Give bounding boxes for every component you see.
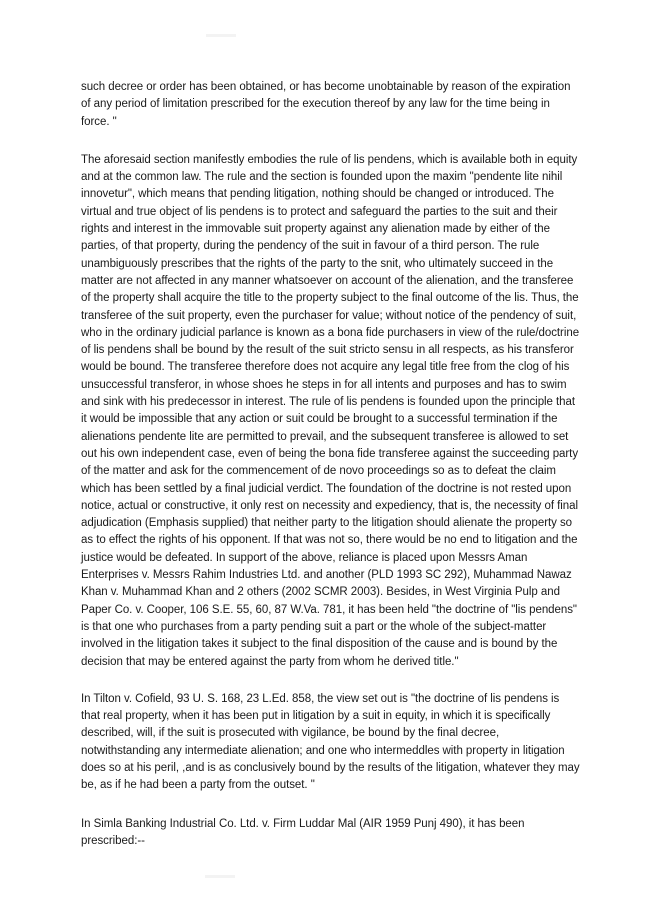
paragraph-simla-banking: In Simla Banking Industrial Co. Ltd. v. Firm Luddar Mal (AIR 1959 Punj 490), it has been prescribed:-- [81, 817, 525, 847]
scan-artifact [206, 34, 236, 37]
paragraph-lis-pendens: The aforesaid section manifestly embodies the rule of lis pendens, which is available both in equity and at the common law. The rule and the section is founded upon the maxim "pendente lite nihil innovetur", which means that pending litigation, nothing should be changed or introduced. The virtual and true object of lis pendens is to protect and safeguard the parties to the suit and their rights and interest in the immovable suit property against any alienation made by either of the parties, of that property, during the pendency of the suit in favour of a third person. The rule unambiguously prescribes that the rights of the party to the snit, who ultimately succeed in the matter are not affected in any manner whatsoever on account of the alienation, and the transferee of the property shall acquire the title to the property subject to the final outcome of the lis. Thus, the transferee of the suit property, even the purchaser for value; without notice of the pendency of suit, who in the ordinary judicial parlance is known as a bona fide purchasers in view of the rule/doctrine of lis pendens shall be bound by the result of the suit stricto sensu in all respects, as his transferor would be bound. The transferee therefore does not acquire any legal title free from the clog of his unsuccessful transferor, in whose shoes he steps in for all intents and purposes and has to swim and sink with his predecessor in interest. The rule of lis pendens is founded upon the principle that it would be impossible that any action or suit could be brought to a successful termination if the alienations pendente lite are permitted to prevail, and the subsequent transferee is allowed to set out his own independent case, even of being the bona fide transferee against the succeeding party of the matter and ask for the commencement of de novo proceedings so as to defeat the claim which has been settled by a final judicial verdict. The foundation of the doctrine is not rested upon notice, actual or constructive, it only rest on necessity and expediency, that is, the necessity of final adjudication (Emphasis supplied) that neither party to the litigation should alienate the property so as to effect the rights of his opponent. If that was not so, there would be no end to litigation and the justice would be defeated. In support of the above, reliance is placed upon Messrs Aman Enterprises v. Messrs Rahim Industries Ltd. and another (PLD 1993 SC 292), Muhammad Nawaz Khan v. Muhammad Khan and 2 others (2002 SCMR 2003). Besides, in West Virginia Pulp and Paper Co. v. Cooper, 106 S.E. 55, 60, 87 W.Va. 781, it has been held "the doctrine of "lis pendens" is that one who purchases from a party pending suit a part or the whole of the subject-matter involved in the litigation takes it subject to the final disposition of the cause and is bound by the decision that may be entered against the party from whom he derived title." [81, 153, 580, 668]
paragraph-tilton-v-cofield: In Tilton v. Cofield, 93 U. S. 168, 23 L.Ed. 858, the view set out is "the doctrine of lis pendens is that real property, when it has been put in litigation by a suit in equity, in which it is specifically described, will, if the suit is prosecuted with vigilance, be bound by the final decree, notwithstanding any intermediate alienation; and one who intermeddles with property in litigation does so at his peril, ,and is as conclusively bound by the results of the litigation, whatever they may be, as if he had been a party from the outset. " [81, 692, 580, 792]
document-body [81, 79, 581, 873]
paragraph-continuation: such decree or order has been obtained, or has become unobtainable by reason of the expiration of any period of limitation prescribed for the execution thereof by any law for the time being in force. " [81, 81, 571, 128]
scan-artifact [205, 875, 235, 878]
